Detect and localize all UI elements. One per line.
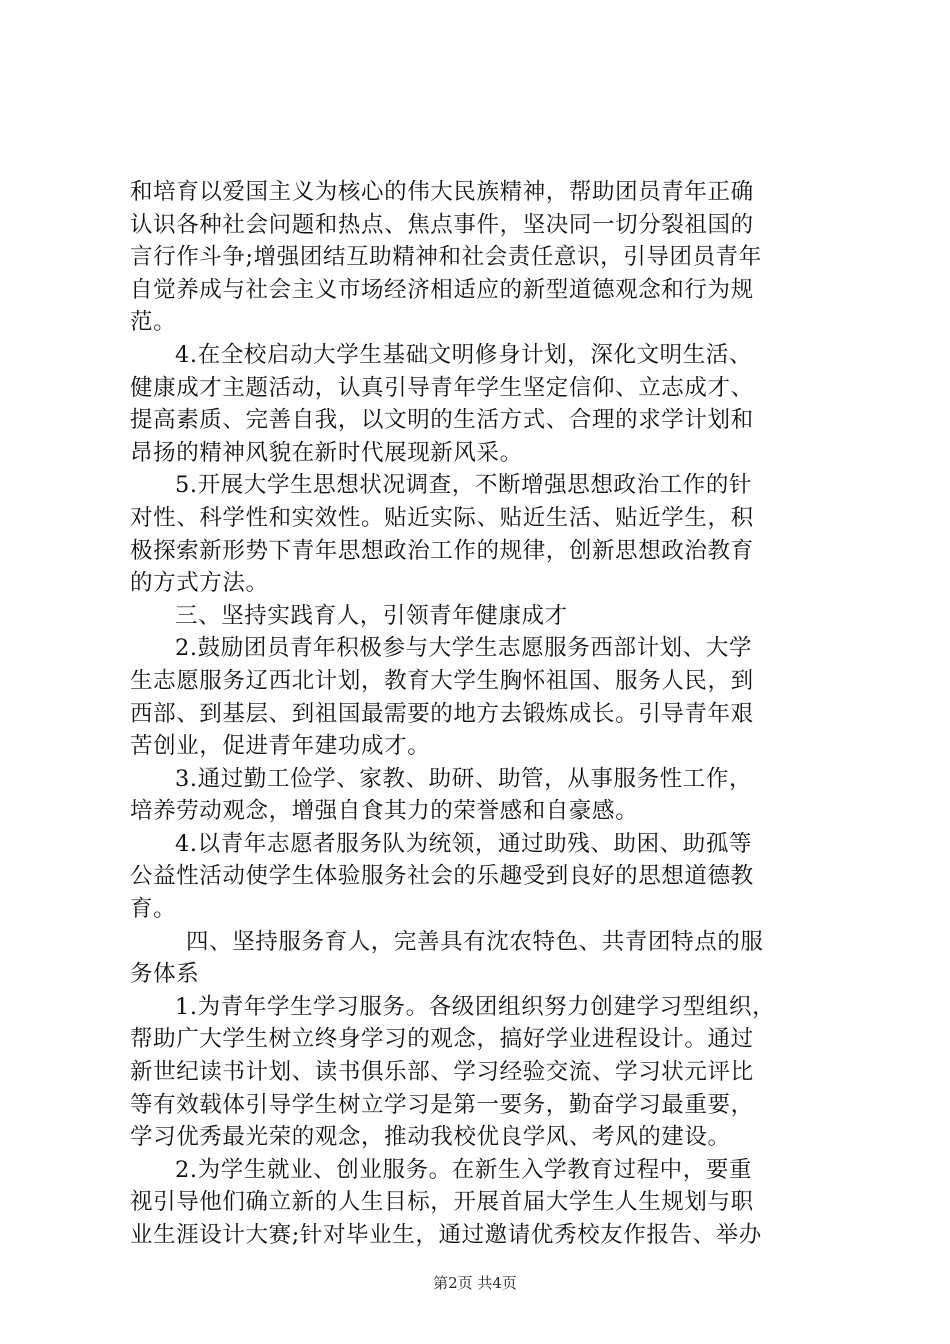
section-heading: 四、坚持服务育人，完善具有沈农特色、共青团特点的服: [186, 928, 764, 955]
text-line: 育。: [130, 896, 177, 923]
text-line: 的方式方法。: [130, 570, 269, 597]
text-line: 范。: [130, 309, 177, 336]
text-line: 西部、到基层、到祖国最需要的地方去锻炼成长。引导青年艰: [130, 700, 754, 727]
paragraph-start-line: 1.为青年学生学习服务。各级团组织努力创建学习型组织，: [175, 993, 776, 1020]
text-line: 公益性活动使学生体验服务社会的乐趣受到良好的思想道德教: [130, 863, 754, 890]
text-line: 帮助广大学生树立终身学习的观念，搞好学业进程设计。通过: [130, 1026, 754, 1053]
text-line: 提高素质、完善自我，以文明的生活方式、合理的求学计划和: [130, 407, 754, 434]
text-line: 昂扬的精神风貌在新时代展现新风采。: [130, 439, 523, 466]
document-body: [130, 176, 830, 1252]
page-number-footer: 第2页 共4页: [433, 1274, 517, 1292]
text-line: 学习优秀最光荣的观念，推动我校优良学风、考风的建设。: [130, 1124, 731, 1151]
section-heading: 三、坚持实践育人，引领青年健康成才: [175, 602, 568, 629]
text-line: 对性、科学性和实效性。贴近实际、贴近生活、贴近学生，积: [130, 504, 754, 531]
text-line: 言行作斗争;增强团结互助精神和社会责任意识，引导团员青年: [130, 244, 762, 271]
text-line: 生志愿服务辽西北计划，教育大学生胸怀祖国、服务人民，到: [130, 667, 754, 694]
text-line: 新世纪读书计划、读书俱乐部、学习经验交流、学习状元评比: [130, 1059, 754, 1086]
text-line: 视引导他们确立新的人生目标，开展首届大学生人生规划与职: [130, 1189, 754, 1216]
text-line: 认识各种社会问题和热点、焦点事件，坚决同一切分裂祖国的: [130, 211, 754, 238]
paragraph-start-line: 3.通过勤工俭学、家教、助研、助管，从事服务性工作，: [175, 765, 753, 792]
text-line: 培养劳动观念，增强自食其力的荣誉感和自豪感。: [130, 798, 639, 825]
paragraph-start-line: 4.在全校启动大学生基础文明修身计划，深化文明生活、: [175, 341, 753, 368]
paragraph-start-line: 2.鼓励团员青年积极参与大学生志愿服务西部计划、大学: [175, 635, 753, 662]
text-line: 健康成才主题活动，认真引导青年学生坚定信仰、立志成才、: [130, 374, 754, 401]
text-line: 自觉养成与社会主义市场经济相适应的新型道德观念和行为规: [130, 276, 754, 303]
text-line: 业生涯设计大赛;针对毕业生，通过邀请优秀校友作报告、举办: [130, 1222, 762, 1248]
text-line: 和培育以爱国主义为核心的伟大民族精神，帮助团员青年正确: [130, 179, 754, 205]
text-line: 苦创业，促进青年建功成才。: [130, 733, 431, 760]
paragraph-start-line: 4.以青年志愿者服务队为统领，通过助残、助困、助孤等: [175, 830, 753, 857]
text-line: 务体系: [130, 961, 200, 988]
paragraph-start-line: 5.开展大学生思想状况调查，不断增强思想政治工作的针: [175, 472, 753, 499]
text-line: 等有效载体引导学生树立学习是第一要务，勤奋学习最重要，: [130, 1091, 754, 1118]
paragraph-start-line: 2.为学生就业、创业服务。在新生入学教育过程中，要重: [175, 1156, 753, 1183]
text-line: 极探索新形势下青年思想政治工作的规律，创新思想政治教育: [130, 537, 754, 564]
